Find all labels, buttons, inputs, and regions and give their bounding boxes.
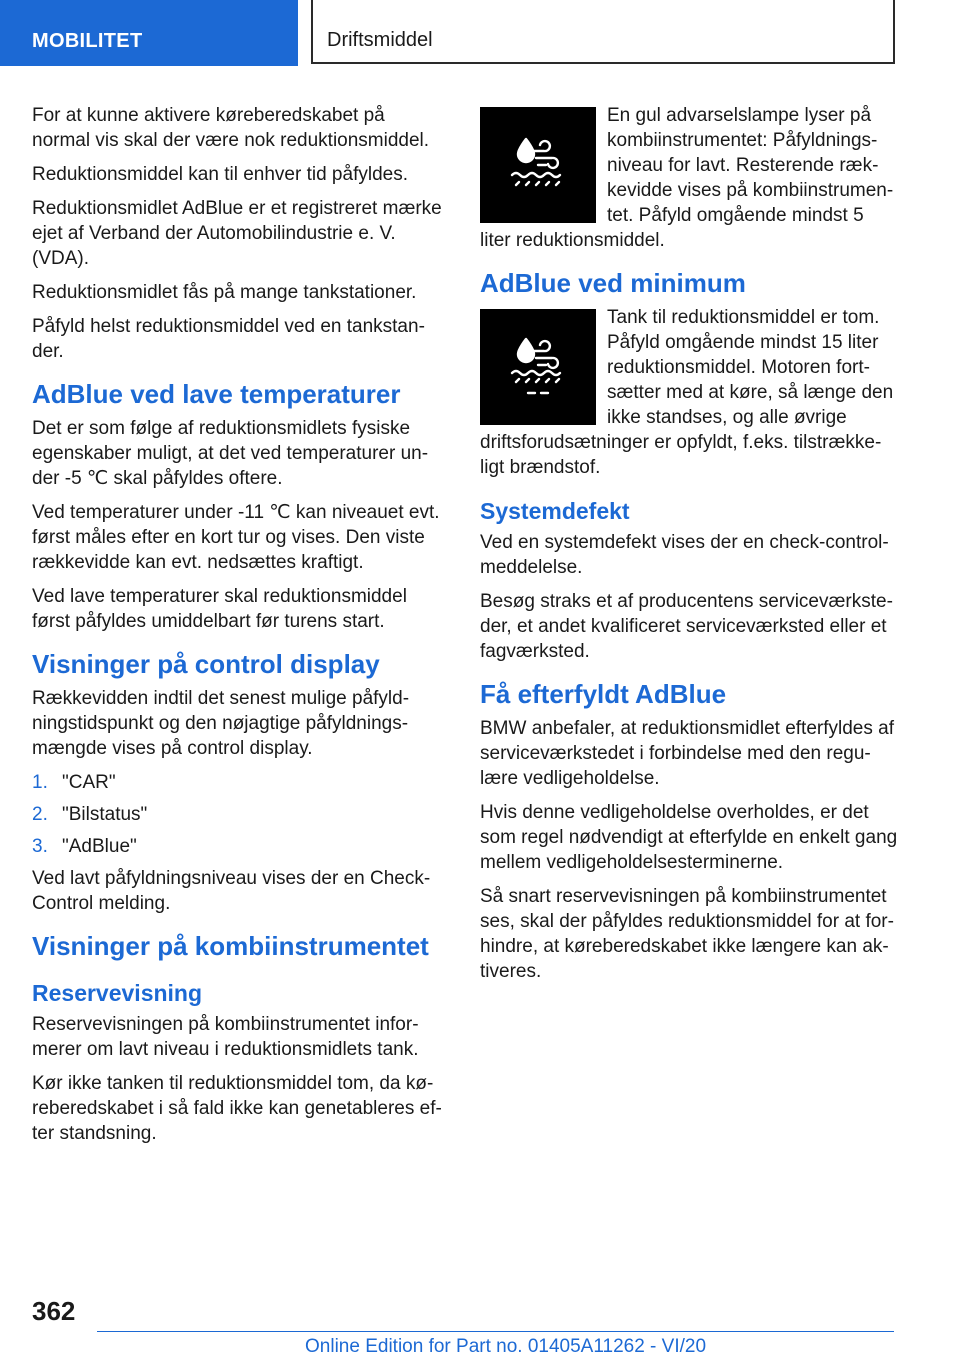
heading-control-display: Visninger på control display (32, 649, 380, 679)
paragraph: Så snart reservevisningen på kombiinstrumentet ses, skal der påfyldes reduktionsmiddel for at forhindre, at køreberedskabet ikke længere kan aktiveres. (480, 886, 894, 982)
adblue-empty-icon (480, 309, 596, 425)
paragraph: Reservevisningen på kombiinstrumentet informerer om lavt niveau i reduktionsmidlets tank. (32, 1014, 419, 1060)
minimum-text: Tank til reduktionsmiddel er tom. Påfyld omgående mindst 15 liter reduktionsmiddel. Motoren fortsætter med at køre, så længe den ikke standses, og alle øvrige driftsforudsætninger er opfyldt, f.eks. tilstrækkeligt brændstof. (480, 307, 894, 478)
paragraph: Påfyld helst reduktionsmiddel ved en tankstander. (32, 316, 425, 362)
adblue-warning-icon (480, 107, 596, 223)
minimum-block (480, 305, 898, 480)
step-number: 2. (32, 804, 48, 825)
paragraph: For at kunne aktivere køreberedskabet på normal vis skal der være nok reduktionsmiddel. (32, 105, 430, 151)
paragraph: Reduktionsmidlet fås på mange tankstationer. (32, 282, 417, 303)
heading-instrument-cluster: Visninger på kombiinstrumentet (32, 931, 429, 961)
paragraph: Ved lavt påfyldningsniveau vises der en Check-Control melding. (32, 868, 431, 914)
paragraph: Hvis denne vedligeholdelse overholdes, er det som regel nødvendigt at efterfylde en enkelt gang mellem vedligeholdelsesterminerne. (480, 802, 898, 873)
paragraph: Besøg straks et af producentens serviceværksteder, et andet kvalificeret serviceværksted eller et fagværksted. (480, 591, 893, 662)
chapter-title: Driftsmiddel (311, 0, 895, 64)
paragraph: Ved temperaturer under -11 ℃ kan niveauet evt. først måles efter en kort tur og vises. Den viste rækkevidde kan evt. nedsættes kraftigt. (32, 502, 440, 573)
page-number: 362 (32, 1296, 76, 1326)
warning-low-text: En gul advarselslampe lyser på kombiinstrumentet: Påfyldningsniveau for lavt. Resterende rækkevidde vises på kombiinstrumentet. Påfyld omgående mindst 5 liter reduktionsmiddel. (480, 105, 894, 251)
right-column (480, 103, 898, 993)
subheading-reserve: Reservevisning (32, 980, 203, 1006)
section-tab: MOBILITET (0, 0, 298, 66)
left-column (32, 103, 447, 1155)
paragraph: Ved lave temperaturer skal reduktionsmiddel først påfyldes umiddelbart før turens start. (32, 586, 407, 632)
heading-refill: Få efterfyldt AdBlue (480, 679, 727, 709)
list-item (32, 770, 447, 795)
paragraph: Reduktionsmidlet AdBlue er et registreret mærke ejet af Verband der Automobilindustrie e. V. (VDA). (32, 198, 442, 269)
edition-note: Online Edition for Part no. 01405A11262 - VI/20 (305, 1336, 707, 1357)
list-item (32, 802, 447, 827)
paragraph: Ved en systemdefekt vises der en check-control-meddelelse. (480, 532, 889, 578)
steps-list (32, 770, 447, 859)
heading-low-temperatures: AdBlue ved lave temperaturer (32, 379, 401, 409)
heading-system-defect: Systemdefekt (480, 498, 630, 524)
step-text: "CAR" (62, 772, 116, 793)
paragraph: Kør ikke tanken til reduktionsmiddel tom, da køreberedskabet i så fald ikke kan genetableres efter standsning. (32, 1073, 442, 1144)
page-header (0, 0, 960, 66)
warning-low-block (480, 103, 898, 253)
step-text: "AdBlue" (62, 836, 137, 857)
paragraph: Reduktionsmiddel kan til enhver tid påfyldes. (32, 164, 408, 185)
paragraph: Rækkevidden indtil det senest mulige påfyldningstidspunkt og den nøjagtige påfyldningsmængde vises på control display. (32, 688, 410, 759)
step-number: 3. (32, 836, 48, 857)
list-item (32, 834, 447, 859)
heading-minimum: AdBlue ved minimum (480, 268, 746, 298)
step-number: 1. (32, 772, 48, 793)
footer-divider (97, 1331, 894, 1332)
paragraph: Det er som følge af reduktionsmidlets fysiske egenskaber muligt, at det ved temperaturer under -5 ℃ skal påfyldes oftere. (32, 418, 429, 489)
step-text: "Bilstatus" (62, 804, 148, 825)
paragraph: BMW anbefaler, at reduktionsmidlet efterfyldes af serviceværkstedet i forbindelse med den regulære vedligeholdelse. (480, 718, 894, 789)
